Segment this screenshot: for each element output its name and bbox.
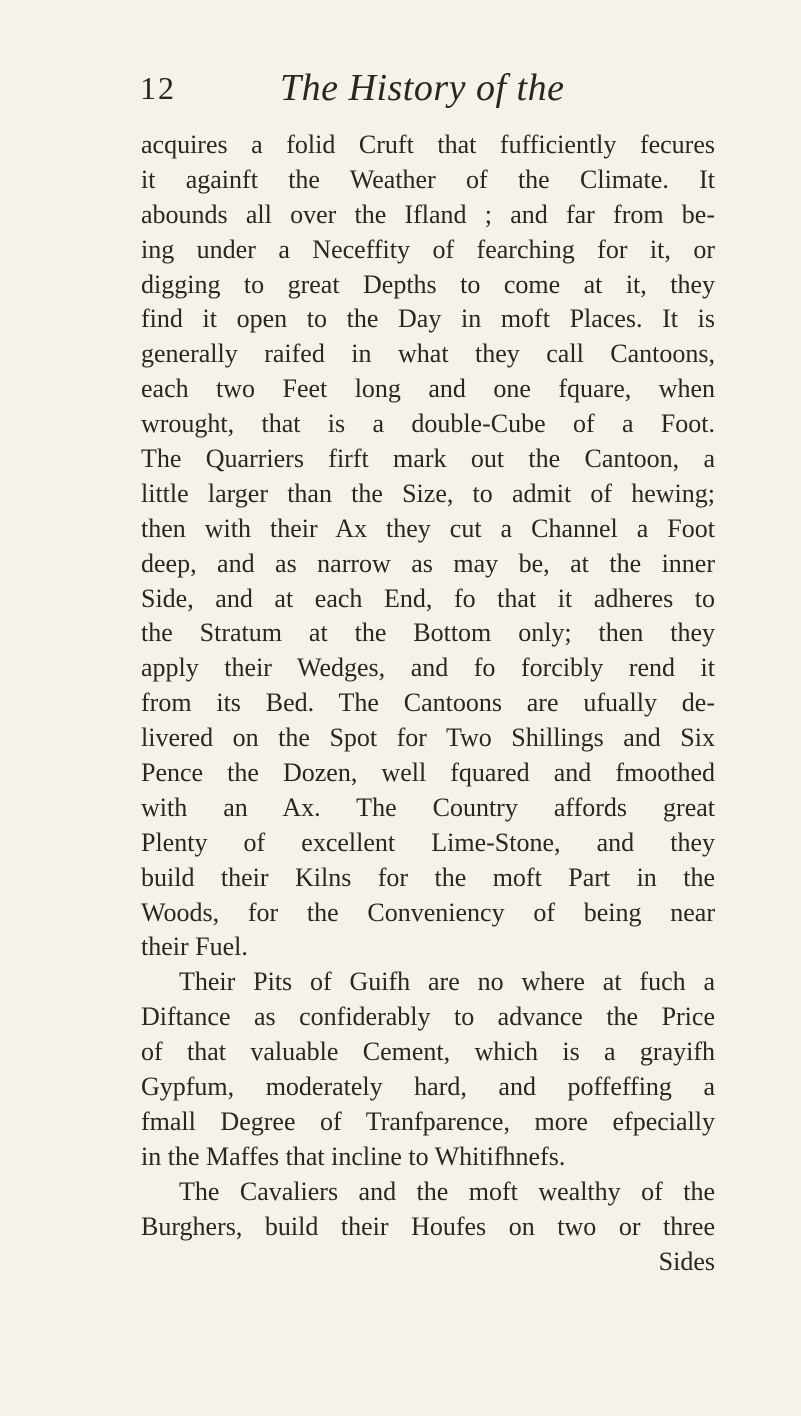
text-line: with an Ax. The Country affords great <box>141 792 715 822</box>
text-line: Pence the Dozen, well fquared and fmoothed <box>141 758 715 788</box>
text-line: fmall Degree of Tranfparence, more efpecially <box>141 1106 715 1136</box>
text-line: ing under a Neceffity of fearching for it, or <box>141 234 715 264</box>
text-line: The Quarriers firft mark out the Cantoon, a <box>141 444 715 474</box>
text-line: acquires a folid Cruft that fufficiently fecures <box>141 130 715 159</box>
text-line: their Fuel. <box>141 932 248 962</box>
text-line: Their Pits of Guifh are no where at fuch a <box>179 967 715 997</box>
text-line: little larger than the Size, to admit of hewing; <box>141 478 715 508</box>
text-line: then with their Ax they cut a Channel a Foot <box>141 513 715 543</box>
running-head <box>140 67 720 120</box>
text-line: Side, and at each End, fo that it adheres to <box>141 583 715 613</box>
text-line: Burghers, build their Houfes on two or three <box>141 1211 715 1241</box>
text-line: Diftance as confiderably to advance the Price <box>141 1002 715 1032</box>
text-line: each two Feet long and one fquare, when <box>141 374 715 404</box>
text-line: of that valuable Cement, which is a grayifh <box>141 1037 715 1067</box>
running-title: The History of the <box>280 67 565 109</box>
text-line: the Stratum at the Bottom only; then they <box>141 618 715 648</box>
text-line: from its Bed. The Cantoons are ufually de- <box>141 688 715 718</box>
text-line: deep, and as narrow as may be, at the inner <box>141 548 715 578</box>
text-line: abounds all over the Ifland ; and far from be- <box>141 199 715 229</box>
text-line: livered on the Spot for Two Shillings and Six <box>141 723 715 753</box>
text-line: Gypfum, moderately hard, and poffeffing a <box>141 1072 715 1102</box>
text-line: find it open to the Day in moft Places. It is <box>141 304 715 334</box>
text-line: wrought, that is a double-Cube of a Foot. <box>141 409 715 439</box>
catchword: Sides <box>658 1246 715 1276</box>
text-line: it againft the Weather of the Climate. It <box>141 164 715 194</box>
text-line: apply their Wedges, and fo forcibly rend it <box>141 653 715 683</box>
page-number: 12 <box>140 70 176 106</box>
text-line: The Cavaliers and the moft wealthy of the <box>179 1176 715 1206</box>
text-line: Woods, for the Conveniency of being near <box>141 897 715 927</box>
text-line: generally raifed in what they call Cantoons, <box>141 339 715 369</box>
text-line: Plenty of excellent Lime-Stone, and they <box>141 827 715 857</box>
body-text <box>141 128 715 1279</box>
text-line: digging to great Depths to come at it, they <box>141 269 715 299</box>
text-line: build their Kilns for the moft Part in the <box>141 862 715 892</box>
text-line: in the Maffes that incline to Whitifhnefs. <box>141 1141 566 1171</box>
